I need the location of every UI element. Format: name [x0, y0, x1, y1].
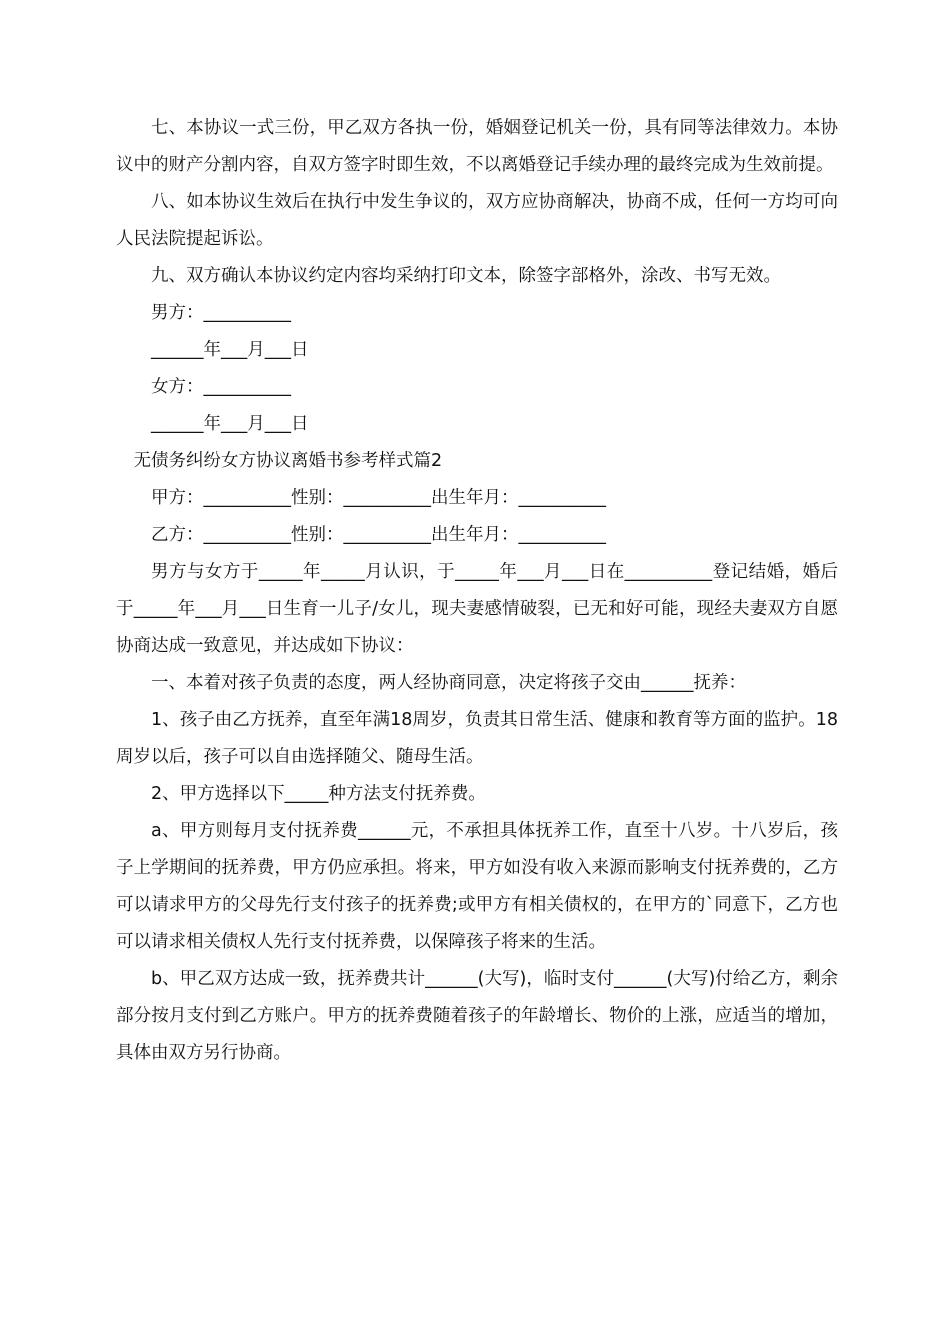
clause-nine: 九、双方确认本协议约定内容均采纳打印文本，除签字部格外，涂改、书写无效。 — [151, 266, 781, 286]
clause-seven: 七、本协议一式三份，甲乙双方各执一份，婚姻登记机关一份，具有同等法律效力。本协议中的财产分割内容，自双方签字时即生效，不以离婚登记手续办理的最终完成为生效前提。 — [116, 118, 838, 175]
female-signature-line: 女方：__________ — [151, 377, 291, 397]
document-page — [116, 110, 838, 1072]
section-title: 无债务纠纷女方协议离婚书参考样式篇2 — [133, 451, 443, 471]
option-b: b、甲乙双方达成一致，抚养费共计______(大写)，临时支付______(大写)付给乙方，剩余部分按月支付到乙方账户。甲方的抚养费随着孩子的年龄增长、物价的上涨，应适当的增加，具体由双方另行协商。 — [116, 969, 838, 1063]
marriage-background: 男方与女方于_____年_____月认识，于_____年___月___日在__________登记结婚，婚后于_____年___月___日生育一儿子/女儿，现夫妻感情破裂，已无和好可能，现经夫妻双方自愿协商达成一致意见，并达成如下协议： — [116, 562, 838, 656]
clause-one: 一、本着对孩子负责的态度，两人经协商同意，决定将孩子交由______抚养： — [151, 673, 746, 693]
female-date-line: ______年___月___日 — [151, 414, 309, 434]
male-date-line: ______年___月___日 — [151, 340, 309, 360]
clause-one-item-1: 1、孩子由乙方抚养，直至年满18周岁，负责其日常生活、健康和教育等方面的监护。18周岁以后，孩子可以自由选择随父、随母生活。 — [116, 710, 838, 767]
party-a-line: 甲方：__________性别：__________出生年月：__________ — [151, 488, 606, 508]
clause-one-item-2: 2、甲方选择以下_____种方法支付抚养费。 — [151, 784, 486, 804]
party-b-line: 乙方：__________性别：__________出生年月：__________ — [151, 525, 606, 545]
clause-eight: 八、如本协议生效后在执行中发生争议的，双方应协商解决，协商不成，任何一方均可向人民法院提起诉讼。 — [116, 192, 838, 249]
male-signature-line: 男方：__________ — [151, 303, 291, 323]
option-a: a、甲方则每月支付抚养费______元，不承担具体抚养工作，直至十八岁。十八岁后，孩子上学期间的抚养费，甲方仍应承担。将来，甲方如没有收入来源而影响支付抚养费的，乙方可以请求甲方的父母先行支付孩子的抚养费;或甲方有相关债权的，在甲方的`同意下，乙方也可以请求相关债权人先行支付抚养费，以保障孩子将来的生活。 — [116, 821, 838, 952]
